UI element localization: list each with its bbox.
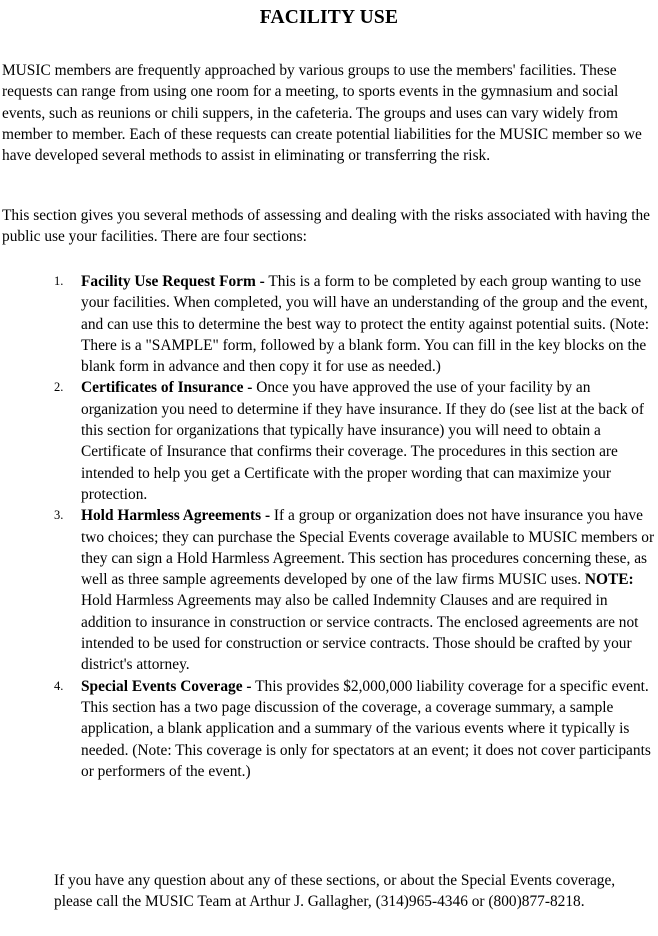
sections-overview-paragraph: This section gives you several methods of assessing and dealing with the risks associated with having the public use your facilities. There are four sections: <box>2 207 650 246</box>
contact-paragraph: If you have any question about any of these sections, or about the Special Events coverage, please call the MUSIC Team at Arthur J. Gallagher, (314)965-4346 or (800)877-8218. <box>54 872 616 911</box>
list-item-text: If a group or organization does not have insurance you have two choices; they can purchase the Special Events coverage available to MUSIC members or they can sign a Hold Harmless Agreement. This section has procedures concerning these, as well as three sample agreements developed by one of the law firms MUSIC uses. <box>81 507 655 589</box>
list-item-heading: Hold Harmless Agreements - <box>81 507 271 525</box>
intro-paragraph: MUSIC members are frequently approached by various groups to use the members' facilities. These requests can range from using one room for a meeting, to sports events in the gymnasium and social events, such as reunions or chili suppers, in the cafeteria. The groups and uses can vary widely from member to member. Each of these requests can create potential liabilities for the MUSIC member so we have developed several methods to assist in eliminating or transferring the risk. <box>2 62 642 165</box>
list-item-number: 4. <box>54 678 64 693</box>
list-item-heading: Certificates of Insurance - <box>81 379 253 397</box>
list-item-text-continued: Hold Harmless Agreements may also be called Indemnity Clauses and are required in addition to insurance in construction or service contracts. The enclosed agreements are not intended to be used for construction or service contracts. Those should be crafted by your district's attorney. <box>81 592 639 674</box>
list-item <box>0 377 658 505</box>
list-item-heading: Special Events Coverage - <box>81 677 252 695</box>
note-label: NOTE: <box>584 571 634 589</box>
list-item-number: 3. <box>54 508 64 523</box>
list-item-number: 2. <box>54 380 64 395</box>
list-item <box>0 271 658 377</box>
list-item-text: Once you have approved the use of your facility by an organization you need to determine if they have insurance. If they do (see list at the back of this section for organizations that typically have insurance) you will need to obtain a Certificate of Insurance that confirms their coverage. The procedures in this section are intended to help you get a Certificate with the proper wording that can maximize your protection. <box>81 379 644 503</box>
list-item-text: This provides $2,000,000 liability coverage for a specific event. This section has a two page discussion of the coverage, a coverage summary, a sample application, a blank application and a summary of the various events where it typically is needed. (Note: This coverage is only for spectators at an event; it does not cover participants or performers of the event.) <box>81 677 651 780</box>
page-title: FACILITY USE <box>259 7 399 28</box>
list-item-heading: Facility Use Request Form - <box>81 273 265 290</box>
list-item <box>0 676 658 782</box>
list-item-text: This is a form to be completed by each group wanting to use your facilities. When completed, you will have an understanding of the group and the event, and can use this to determine the best way to protect the entity against potential suits. (Note: There is a "SAMPLE" form, followed by a blank form. You can fill in the key blocks on the blank form in advance and then copy it for use as needed.) <box>81 273 650 376</box>
list-item-number: 1. <box>54 274 64 288</box>
sections-list <box>0 271 658 782</box>
list-item <box>0 505 658 675</box>
